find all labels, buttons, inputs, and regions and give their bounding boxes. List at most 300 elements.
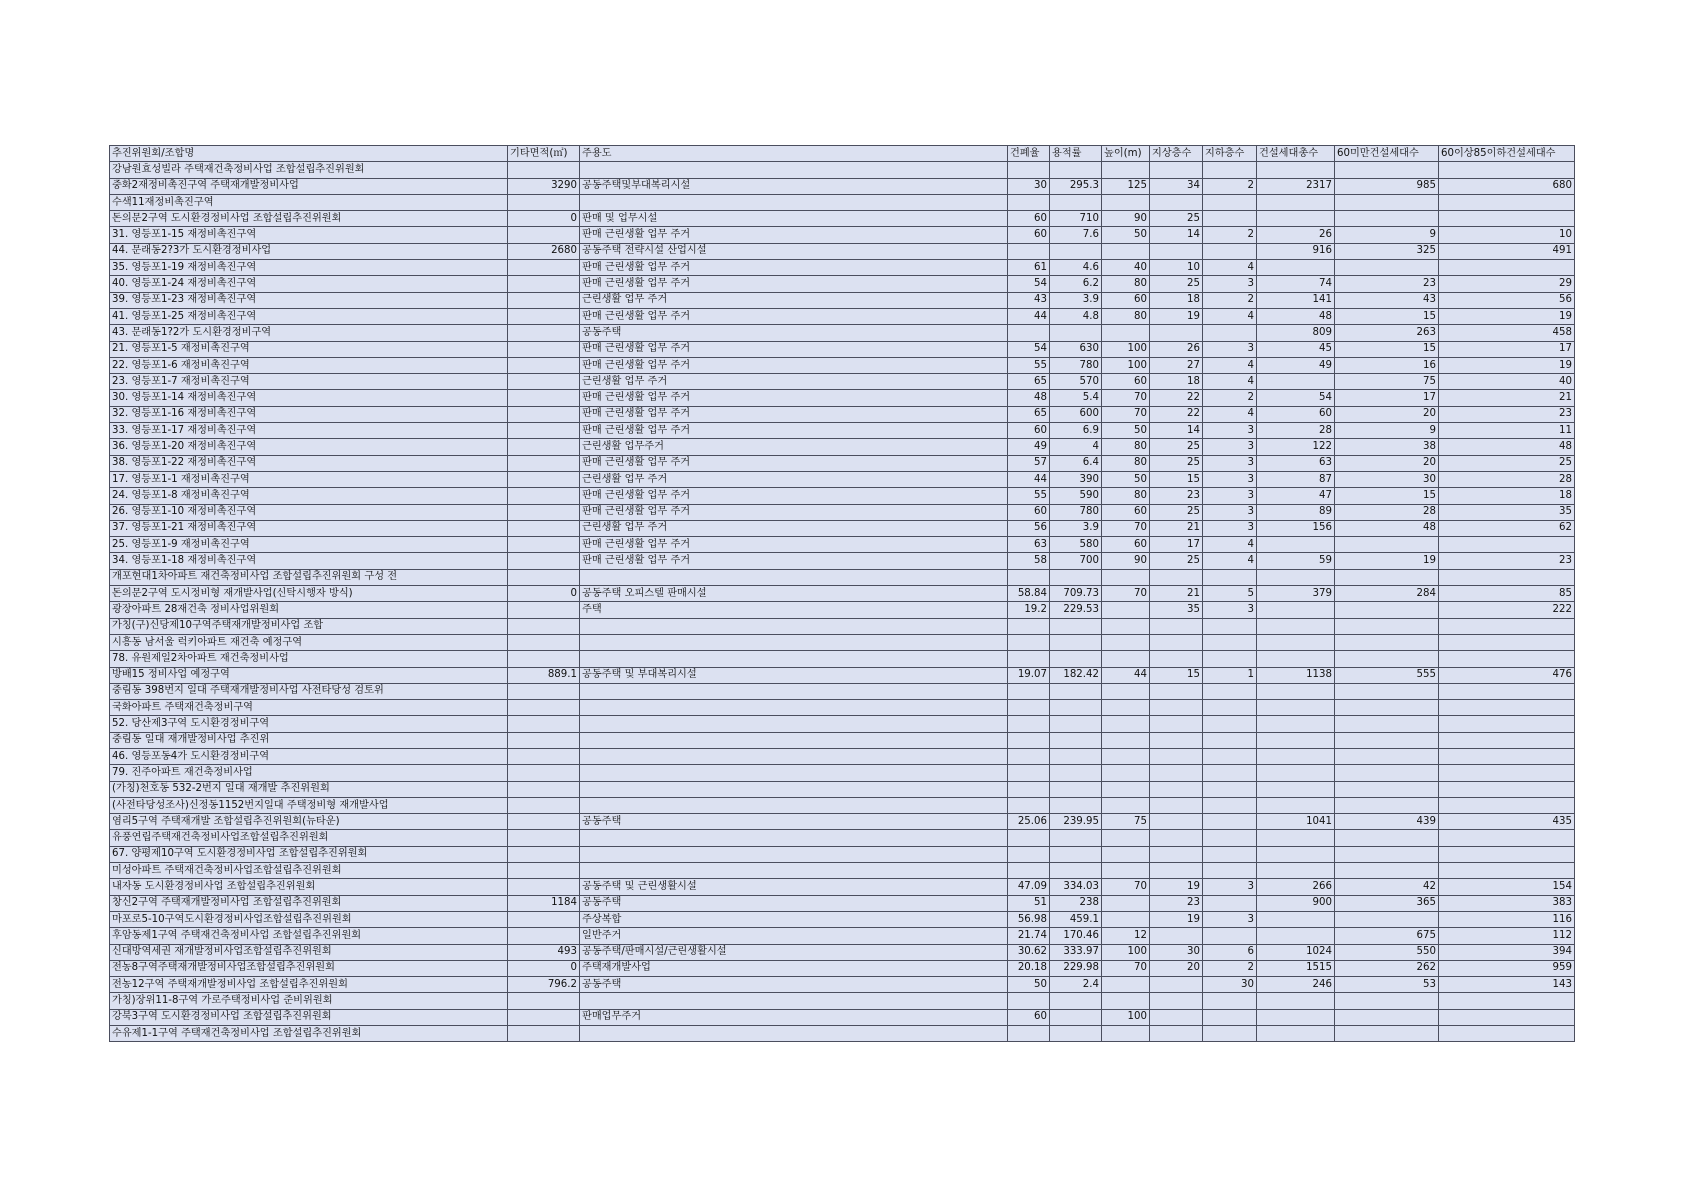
table-cell: 394: [1439, 944, 1575, 960]
table-cell: [1203, 781, 1257, 797]
table-cell: [508, 634, 580, 650]
table-row: [110, 683, 1575, 699]
table-cell: 21. 영등포1-5 재정비촉진구역: [110, 341, 508, 357]
table-cell: [508, 651, 580, 667]
table-cell: 47.09: [1008, 879, 1050, 895]
table-cell: 4: [1203, 537, 1257, 553]
table-cell: 63: [1008, 537, 1050, 553]
table-row: [110, 325, 1575, 341]
table-cell: 49: [1008, 439, 1050, 455]
table-cell: [508, 781, 580, 797]
table-cell: 122: [1257, 439, 1335, 455]
table-cell: [1008, 781, 1050, 797]
table-cell: [580, 797, 1008, 813]
table-cell: 1024: [1257, 944, 1335, 960]
table-cell: 38: [1335, 439, 1439, 455]
table-cell: 590: [1050, 488, 1102, 504]
table-cell: 116: [1439, 911, 1575, 927]
table-cell: [1008, 797, 1050, 813]
table-cell: [1203, 683, 1257, 699]
table-cell: 39. 영등포1-23 재정비촉진구역: [110, 292, 508, 308]
table-cell: 780: [1050, 357, 1102, 373]
table-cell: [1050, 765, 1102, 781]
table-cell: [1257, 765, 1335, 781]
table-cell: [580, 194, 1008, 210]
table-cell: 17: [1150, 537, 1203, 553]
table-cell: 판매 근린생활 업무 주거: [580, 357, 1008, 373]
table-cell: 내자동 도시환경정비사업 조합설립추진위원회: [110, 879, 508, 895]
table-cell: [508, 194, 580, 210]
table-cell: 2: [1203, 227, 1257, 243]
table-cell: 4: [1050, 439, 1102, 455]
table-cell: 4.6: [1050, 260, 1102, 276]
table-cell: 4.8: [1050, 308, 1102, 324]
table-row: [110, 830, 1575, 846]
table-cell: [580, 863, 1008, 879]
table-cell: 36. 영등포1-20 재정비촉진구역: [110, 439, 508, 455]
table-cell: [1150, 243, 1203, 259]
table-row: [110, 439, 1575, 455]
table-cell: [508, 390, 580, 406]
table-cell: [1050, 243, 1102, 259]
table-cell: [508, 308, 580, 324]
table-cell: 570: [1050, 374, 1102, 390]
table-cell: [580, 569, 1008, 585]
table-cell: 60: [1008, 423, 1050, 439]
table-cell: 50: [1008, 977, 1050, 993]
table-cell: [1150, 683, 1203, 699]
table-cell: [1008, 993, 1050, 1009]
table-cell: 32. 영등포1-16 재정비촉진구역: [110, 406, 508, 422]
table-row: [110, 488, 1575, 504]
table-cell: 182.42: [1050, 667, 1102, 683]
table-cell: 74: [1257, 276, 1335, 292]
table-cell: [1257, 162, 1335, 178]
table-cell: 580: [1050, 537, 1102, 553]
table-cell: 229.98: [1050, 960, 1102, 976]
table-cell: [1050, 325, 1102, 341]
table-cell: [1335, 716, 1439, 732]
table-row: [110, 879, 1575, 895]
table-cell: [1439, 1009, 1575, 1025]
table-cell: 34: [1150, 178, 1203, 194]
table-cell: 3: [1203, 455, 1257, 471]
table-cell: 공동주택 오피스텔 판매시설: [580, 586, 1008, 602]
table-cell: [508, 341, 580, 357]
table-row: [110, 602, 1575, 618]
table-cell: 공동주택/판매시설/근린생활시설: [580, 944, 1008, 960]
table-cell: [1150, 700, 1203, 716]
table-row: [110, 406, 1575, 422]
table-cell: 53: [1335, 977, 1439, 993]
table-cell: [508, 602, 580, 618]
table-cell: [508, 748, 580, 764]
table-cell: 47: [1257, 488, 1335, 504]
table-cell: 70: [1102, 390, 1150, 406]
table-cell: 17. 영등포1-1 재정비촉진구역: [110, 471, 508, 487]
table-cell: 개포현대1차아파트 재건축정비사업 조합설립추진위원회 구성 전: [110, 569, 508, 585]
table-cell: 3: [1203, 423, 1257, 439]
table-cell: 21: [1150, 520, 1203, 536]
table-cell: 40: [1439, 374, 1575, 390]
table-cell: 18: [1150, 374, 1203, 390]
table-cell: [508, 292, 580, 308]
table-cell: 근린생활 업무 주거: [580, 374, 1008, 390]
table-cell: [1257, 830, 1335, 846]
table-cell: 23: [1439, 406, 1575, 422]
table-cell: [1150, 732, 1203, 748]
table-cell: [508, 455, 580, 471]
table-cell: 48: [1257, 308, 1335, 324]
table-cell: [1335, 700, 1439, 716]
table-cell: [1008, 765, 1050, 781]
column-header: 건설세대총수: [1257, 146, 1335, 162]
table-cell: 80: [1102, 439, 1150, 455]
table-cell: [1257, 846, 1335, 862]
table-cell: 60: [1102, 374, 1150, 390]
table-cell: 마포로5-10구역도시환경정비사업조합설립추진위원회: [110, 911, 508, 927]
table-cell: 46. 영등포동4가 도시환경정비구역: [110, 748, 508, 764]
table-cell: [1439, 211, 1575, 227]
table-cell: 20: [1150, 960, 1203, 976]
table-cell: 판매 근린생활 업무 주거: [580, 488, 1008, 504]
table-cell: 6.9: [1050, 423, 1102, 439]
table-cell: 75: [1102, 814, 1150, 830]
table-cell: [1335, 569, 1439, 585]
table-cell: 61: [1008, 260, 1050, 276]
column-header: 높이(m): [1102, 146, 1150, 162]
table-row: [110, 341, 1575, 357]
column-header: 60미만건설세대수: [1335, 146, 1439, 162]
table-cell: 18: [1439, 488, 1575, 504]
table-row: [110, 357, 1575, 373]
table-cell: [1257, 1026, 1335, 1042]
table-cell: 80: [1102, 308, 1150, 324]
table-cell: [580, 748, 1008, 764]
table-cell: [1102, 732, 1150, 748]
column-header: 추진위원회/조합명: [110, 146, 508, 162]
table-cell: [508, 1009, 580, 1025]
table-cell: [1102, 651, 1150, 667]
table-cell: [1102, 1026, 1150, 1042]
table-cell: 3: [1203, 504, 1257, 520]
table-cell: [1203, 1026, 1257, 1042]
table-cell: 21: [1150, 586, 1203, 602]
table-cell: [1050, 732, 1102, 748]
table-row: [110, 537, 1575, 553]
table-cell: [1102, 618, 1150, 634]
table-cell: 40. 영등포1-24 재정비촉진구역: [110, 276, 508, 292]
table-cell: 19: [1150, 308, 1203, 324]
table-cell: [1150, 716, 1203, 732]
table-cell: 35: [1439, 504, 1575, 520]
table-cell: 19.2: [1008, 602, 1050, 618]
table-cell: 3: [1203, 879, 1257, 895]
table-cell: 28: [1439, 471, 1575, 487]
table-cell: [1150, 569, 1203, 585]
table-cell: [508, 732, 580, 748]
table-cell: [1102, 748, 1150, 764]
table-cell: 24. 영등포1-8 재정비촉진구역: [110, 488, 508, 504]
table-cell: [1257, 1009, 1335, 1025]
table-cell: 19: [1335, 553, 1439, 569]
table-cell: 1041: [1257, 814, 1335, 830]
table-cell: 40: [1102, 260, 1150, 276]
table-cell: 112: [1439, 928, 1575, 944]
table-cell: 0: [508, 211, 580, 227]
table-cell: 16: [1335, 357, 1439, 373]
table-cell: 239.95: [1050, 814, 1102, 830]
table-cell: 3: [1203, 911, 1257, 927]
table-cell: 30.62: [1008, 944, 1050, 960]
table-row: [110, 765, 1575, 781]
table-cell: 근린생활 업무 주거: [580, 471, 1008, 487]
table-cell: 44: [1008, 471, 1050, 487]
table-cell: [1203, 928, 1257, 944]
table-cell: 170.46: [1050, 928, 1102, 944]
table-cell: [1335, 781, 1439, 797]
table-cell: [1335, 1026, 1439, 1042]
table-cell: [1439, 651, 1575, 667]
table-cell: [1008, 325, 1050, 341]
table-cell: [1439, 537, 1575, 553]
table-row: [110, 227, 1575, 243]
table-cell: [1050, 162, 1102, 178]
table-cell: [1102, 602, 1150, 618]
table-cell: [1203, 814, 1257, 830]
table-cell: 공동주택: [580, 977, 1008, 993]
table-cell: 14: [1150, 423, 1203, 439]
table-cell: [508, 797, 580, 813]
table-cell: [1203, 325, 1257, 341]
table-cell: 국화아파트 주택재건축정비구역: [110, 700, 508, 716]
table-cell: [508, 993, 580, 1009]
table-row: [110, 586, 1575, 602]
table-cell: [1257, 911, 1335, 927]
table-cell: 2: [1203, 390, 1257, 406]
table-cell: [1050, 1026, 1102, 1042]
table-cell: [1439, 797, 1575, 813]
table-cell: [1203, 748, 1257, 764]
table-cell: [1102, 716, 1150, 732]
table-cell: 334.03: [1050, 879, 1102, 895]
table-cell: 80: [1102, 276, 1150, 292]
table-row: [110, 960, 1575, 976]
table-cell: 19.07: [1008, 667, 1050, 683]
table-cell: (가칭)천호동 532-2번지 일대 재개발 추진위원회: [110, 781, 508, 797]
table-cell: 263: [1335, 325, 1439, 341]
table-cell: [580, 732, 1008, 748]
table-cell: [1439, 846, 1575, 862]
table-cell: [1050, 781, 1102, 797]
table-cell: [1257, 260, 1335, 276]
table-cell: [1335, 651, 1439, 667]
table-cell: [508, 488, 580, 504]
column-header: 60이상85이하건설세대수: [1439, 146, 1575, 162]
table-row: [110, 732, 1575, 748]
table-cell: 458: [1439, 325, 1575, 341]
table-cell: 25: [1439, 455, 1575, 471]
table-cell: 근린생활 업무 주거: [580, 520, 1008, 536]
table-cell: 51: [1008, 895, 1050, 911]
table-cell: 85: [1439, 586, 1575, 602]
table-cell: [508, 439, 580, 455]
table-cell: 630: [1050, 341, 1102, 357]
table-cell: 근린생활 업무 주거: [580, 292, 1008, 308]
table-cell: 63: [1257, 455, 1335, 471]
table-cell: 709.73: [1050, 586, 1102, 602]
table-cell: 50: [1102, 471, 1150, 487]
table-row: [110, 569, 1575, 585]
table-cell: 20.18: [1008, 960, 1050, 976]
table-cell: 89: [1257, 504, 1335, 520]
table-cell: [1008, 748, 1050, 764]
table-cell: [1050, 797, 1102, 813]
table-cell: [508, 162, 580, 178]
table-cell: 돈의문2구역 도시정비형 재개발사업(신탁시행자 방식): [110, 586, 508, 602]
table-cell: [1335, 765, 1439, 781]
table-cell: [1335, 260, 1439, 276]
table-cell: [1203, 651, 1257, 667]
table-cell: [508, 374, 580, 390]
table-cell: [580, 846, 1008, 862]
table-cell: [1150, 651, 1203, 667]
table-cell: 796.2: [508, 977, 580, 993]
table-cell: [1102, 895, 1150, 911]
table-cell: 23. 영등포1-7 재정비촉진구역: [110, 374, 508, 390]
table-cell: [1257, 602, 1335, 618]
table-row: [110, 814, 1575, 830]
table-row: [110, 781, 1575, 797]
table-cell: 9: [1335, 423, 1439, 439]
table-row: [110, 911, 1575, 927]
table-cell: [1008, 162, 1050, 178]
table-cell: 근린생활 업무주거: [580, 439, 1008, 455]
table-cell: 9: [1335, 227, 1439, 243]
table-cell: 141: [1257, 292, 1335, 308]
table-cell: [1150, 194, 1203, 210]
table-cell: 26: [1150, 341, 1203, 357]
table-row: [110, 716, 1575, 732]
table-cell: [1257, 374, 1335, 390]
table-row: [110, 211, 1575, 227]
table-cell: [1008, 243, 1050, 259]
table-cell: 25. 영등포1-9 재정비촉진구역: [110, 537, 508, 553]
table-cell: [1257, 194, 1335, 210]
table-body: [110, 162, 1575, 1042]
table-cell: 수유제1-1구역 주택재건축정비사업 조합설립추진위원회: [110, 1026, 508, 1042]
table-cell: [1335, 602, 1439, 618]
table-cell: 48: [1008, 390, 1050, 406]
table-row: [110, 846, 1575, 862]
table-cell: 266: [1257, 879, 1335, 895]
table-cell: [1257, 700, 1335, 716]
table-cell: 2317: [1257, 178, 1335, 194]
table-cell: 5.4: [1050, 390, 1102, 406]
table-cell: [508, 471, 580, 487]
table-cell: 56.98: [1008, 911, 1050, 927]
table-cell: [1203, 243, 1257, 259]
table-cell: [1257, 569, 1335, 585]
table-cell: 판매 근린생활 업무 주거: [580, 537, 1008, 553]
table-cell: 70: [1102, 586, 1150, 602]
table-cell: 33. 영등포1-17 재정비촉진구역: [110, 423, 508, 439]
table-cell: 21: [1439, 390, 1575, 406]
table-cell: 10: [1150, 260, 1203, 276]
table-cell: [1150, 814, 1203, 830]
table-cell: 3: [1203, 602, 1257, 618]
table-cell: [508, 879, 580, 895]
table-cell: 공동주택: [580, 814, 1008, 830]
table-cell: 3: [1203, 439, 1257, 455]
table-cell: 주택: [580, 602, 1008, 618]
table-cell: [1102, 765, 1150, 781]
table-cell: [1439, 260, 1575, 276]
table-cell: 3: [1203, 276, 1257, 292]
table-cell: 710: [1050, 211, 1102, 227]
table-cell: 900: [1257, 895, 1335, 911]
table-cell: [1439, 634, 1575, 650]
table-cell: [1203, 732, 1257, 748]
table-cell: [1335, 634, 1439, 650]
column-header: 주용도: [580, 146, 1008, 162]
table-cell: 가칭(구)신당제10구역주택재개발정비사업 조합: [110, 618, 508, 634]
table-cell: [1335, 863, 1439, 879]
table-cell: [580, 830, 1008, 846]
table-cell: [1102, 243, 1150, 259]
table-cell: [1150, 797, 1203, 813]
table-cell: [1203, 830, 1257, 846]
table-cell: 20: [1335, 455, 1439, 471]
table-cell: [1257, 683, 1335, 699]
table-cell: [508, 846, 580, 862]
table-cell: 17: [1335, 390, 1439, 406]
table-cell: 22. 영등포1-6 재정비촉진구역: [110, 357, 508, 373]
table-cell: 염리5구역 주택재개발 조합설립추진위원회(뉴타운): [110, 814, 508, 830]
table-cell: 15: [1150, 667, 1203, 683]
table-cell: 판매 근린생활 업무 주거: [580, 390, 1008, 406]
table-cell: 판매 근린생활 업무 주거: [580, 341, 1008, 357]
table-cell: 0: [508, 960, 580, 976]
table-cell: 90: [1102, 211, 1150, 227]
table-cell: 60: [1102, 292, 1150, 308]
table-cell: 6.4: [1050, 455, 1102, 471]
table-cell: 80: [1102, 455, 1150, 471]
table-cell: 44: [1008, 308, 1050, 324]
table-cell: 100: [1102, 1009, 1150, 1025]
table-cell: [1257, 618, 1335, 634]
table-cell: 100: [1102, 944, 1150, 960]
table-cell: [1439, 1026, 1575, 1042]
table-cell: 2: [1203, 292, 1257, 308]
table-cell: 35. 영등포1-19 재정비촉진구역: [110, 260, 508, 276]
table-cell: 75: [1335, 374, 1439, 390]
table-cell: 246: [1257, 977, 1335, 993]
table-cell: [508, 928, 580, 944]
table-cell: 방배15 정비사업 예정구역: [110, 667, 508, 683]
table-cell: 강북3구역 도시환경정비사업 조합설립추진위원회: [110, 1009, 508, 1025]
table-cell: [508, 830, 580, 846]
table-cell: [1150, 993, 1203, 1009]
table-cell: [1050, 748, 1102, 764]
spreadsheet: [109, 145, 1574, 1042]
table-cell: 70: [1102, 520, 1150, 536]
table-cell: 30. 영등포1-14 재정비촉진구역: [110, 390, 508, 406]
table-cell: 5: [1203, 586, 1257, 602]
table-cell: 3: [1203, 488, 1257, 504]
table-cell: [1008, 683, 1050, 699]
table-cell: [1439, 830, 1575, 846]
